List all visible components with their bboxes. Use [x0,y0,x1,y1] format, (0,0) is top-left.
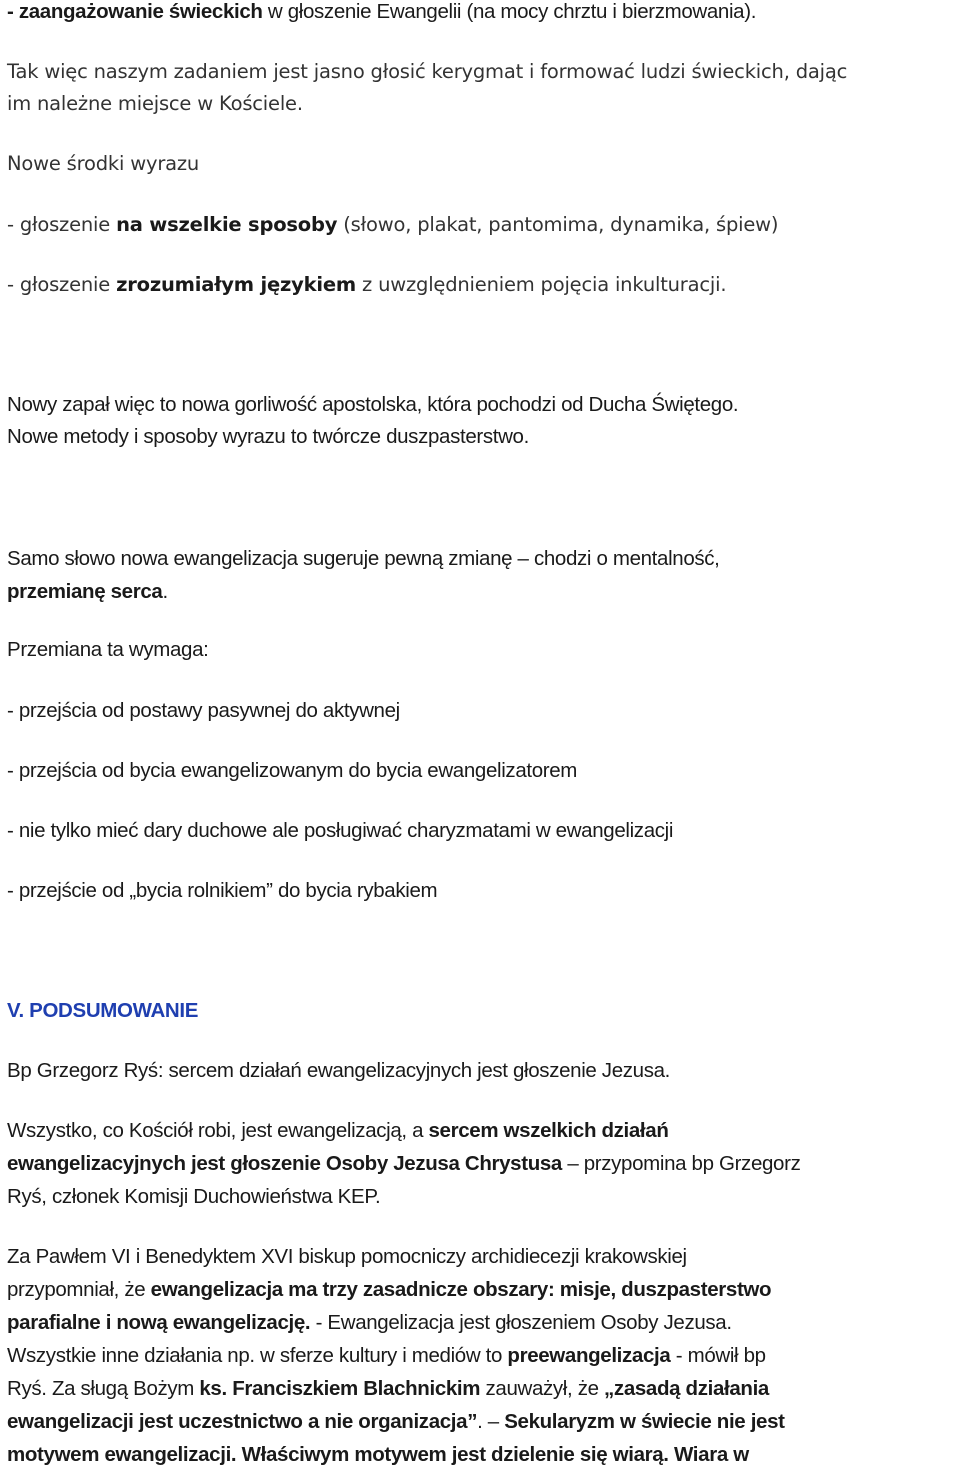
subheading-new-means: Nowe środki wyrazu [7,152,200,175]
bullet-all-ways: - głoszenie na wszelkie sposoby (słowo, plakat, pantomima, dynamika, śpiew) [7,213,779,236]
body-text-kerygma-cont: im należne miejsce w Kościele. [7,92,303,115]
body-text-requires: Przemiana ta wymaga: [7,638,209,661]
paragraph-line: Ryś. Za sługą Bożym ks. Franciszkiem Blachnickim zauważył, że „zasadą działania [7,1377,769,1400]
bullet-understandable-language: - głoszenie zrozumiałym językiem z uwzględnieniem pojęcia inkulturacji. [7,273,727,296]
body-text-new-methods: Nowe metody i sposoby wyrazu to twórcze duszpasterstwo. [7,425,529,448]
paragraph-line: Wszystkie inne działania np. w sferze kultury i mediów to preewangelizacja - mówił bp [7,1344,766,1367]
paragraph-line: parafialne i nową ewangelizację. - Ewangelizacja jest głoszeniem Osoby Jezusa. [7,1311,732,1334]
body-text-new-zeal: Nowy zapał więc to nowa gorliwość apostolska, która pochodzi od Ducha Świętego. [7,393,739,416]
bullet-lay-involvement: - zaangażowanie świeckich w głoszenie Ewangelii (na mocy chrztu i bierzmowania). [7,0,757,23]
body-text-change: Samo słowo nowa ewangelizacja sugeruje pewną zmianę – chodzi o mentalność, [7,547,720,570]
paragraph-line: motywem ewangelizacji. Właściwym motywem jest dzielenie się wiarą. Wiara w [7,1443,749,1466]
body-text-bp-rys: Bp Grzegorz Ryś: sercem działań ewangelizacyjnych jest głoszenie Jezusa. [7,1059,671,1082]
list-item-charisms: - nie tylko mieć dary duchowe ale posługiwać charyzmatami w ewangelizacji [7,819,674,842]
paragraph-line: Za Pawłem VI i Benedyktem XVI biskup pomocniczy archidiecezji krakowskiej [7,1245,687,1268]
paragraph-line: ewangelizacyjnych jest głoszenie Osoby Jezusa Chrystusa – przypomina bp Grzegorz [7,1152,801,1175]
paragraph-line: Ryś, członek Komisji Duchowieństwa KEP. [7,1185,381,1208]
list-item-evangelizer: - przejścia od bycia ewangelizowanym do bycia ewangelizatorem [7,759,578,782]
body-text-kerygma: Tak więc naszym zadaniem jest jasno głosić kerygmat i formować ludzi świeckich, dając [7,60,848,83]
body-text-change-cont: przemianę serca. [7,580,168,603]
paragraph-line: Wszystko, co Kościół robi, jest ewangelizacją, a sercem wszelkich działań [7,1119,669,1142]
list-item-passive-active: - przejścia od postawy pasywnej do aktywnej [7,699,400,722]
list-item-fisherman: - przejście od „bycia rolnikiem” do bycia rybakiem [7,879,438,902]
paragraph-line: przypomniał, że ewangelizacja ma trzy zasadnicze obszary: misje, duszpasterstwo [7,1278,772,1301]
paragraph-line: ewangelizacji jest uczestnictwo a nie organizacja”. – Sekularyzm w świecie nie jest [7,1410,785,1433]
section-heading-summary: V. PODSUMOWANIE [7,999,199,1022]
